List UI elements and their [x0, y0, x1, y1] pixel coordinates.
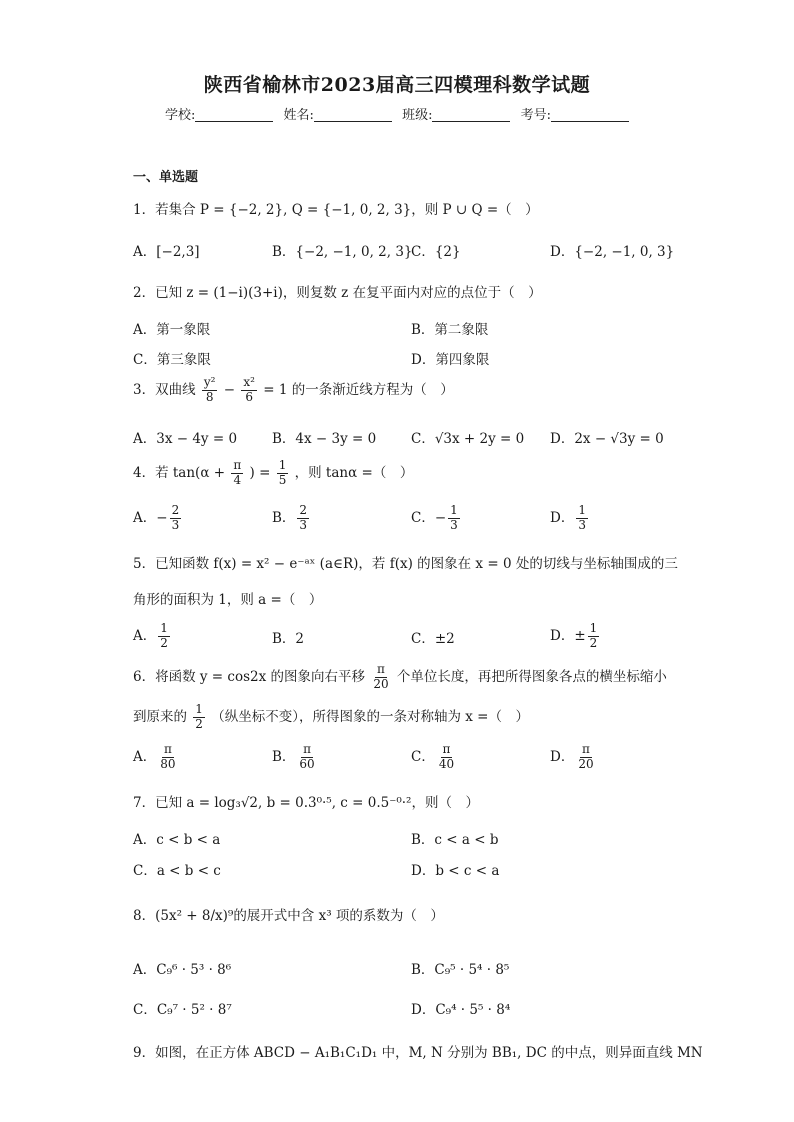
question-1-stem: 1．若集合 P = {−2, 2}, Q = {−1, 0, 2, 3}，则 P ∪ Q =（ ）	[133, 202, 539, 218]
question-4-option-b	[272, 504, 311, 533]
q4-a-label: A．−	[133, 509, 168, 526]
q3-fraction-2	[241, 376, 257, 405]
question-1-option-a: A．[−2,3]	[133, 244, 200, 260]
q4-b-denominator: 3	[299, 517, 308, 532]
q8-expression: (5x² + 8/x)⁹	[155, 908, 234, 924]
q6-f1-denominator: 20	[373, 676, 389, 691]
q5-d-numerator: 1	[589, 621, 598, 635]
q8-stem-pre: 8．	[133, 908, 156, 924]
question-4-option-d	[550, 504, 590, 533]
q6-stem2-pre: 到原来的	[133, 708, 187, 725]
q5-a-label: A．	[133, 627, 157, 644]
q4-d-fraction	[576, 504, 588, 533]
question-2-option-a: A．第一象限	[133, 322, 211, 338]
q6-d-denominator: 20	[578, 756, 594, 771]
question-1-option-b: B．{−2, −1, 0, 2, 3}	[272, 244, 413, 260]
page-title: 陕西省榆林市2023届高三四模理科数学试题	[203, 74, 591, 96]
question-5-option-b: B．2	[272, 631, 305, 647]
question-4-option-a	[133, 504, 183, 533]
question-2-option-d: D．第四象限	[411, 352, 490, 368]
name-blank[interactable]	[314, 107, 392, 122]
question-5-stem-line-2: 角形的面积为 1，则 a =（ ）	[133, 592, 323, 608]
name-label: 姓名:	[283, 108, 314, 123]
q5-a-fraction	[158, 622, 170, 651]
q4-c-numerator: 1	[450, 503, 458, 517]
q4-stem-mid: ) =	[249, 464, 271, 481]
question-2-option-c: C．第三象限	[133, 352, 211, 368]
q4-b-label: B．	[272, 509, 296, 526]
q6-a-denominator: 80	[160, 756, 176, 771]
question-5-option-a	[133, 622, 172, 651]
q6-a-numerator: π	[163, 742, 172, 756]
question-8-option-c: C．C₉⁷ · 5² · 8⁷	[133, 1002, 232, 1018]
question-6-option-d	[550, 743, 598, 772]
q4-b-fraction	[297, 504, 309, 533]
question-6-option-a	[133, 743, 180, 772]
question-3-stem	[133, 376, 454, 405]
q4-d-label: D．	[550, 509, 575, 526]
school-label: 学校:	[165, 108, 196, 123]
q6-f1-numerator: π	[377, 662, 385, 676]
q6-c-label: C．	[411, 748, 435, 765]
q6-b-label: B．	[272, 748, 296, 765]
q6-b-denominator: 60	[299, 756, 315, 771]
q6-b-fraction	[297, 743, 316, 772]
q6-fraction-2	[193, 703, 205, 732]
q6-d-label: D．	[550, 748, 575, 765]
q4-stem-pre: 4．若 tan(α +	[133, 464, 226, 481]
q6-stem2-post: （纵坐标不变），所得图象的一条对称轴为 x =（ ）	[211, 708, 529, 725]
question-5-option-d	[550, 622, 601, 651]
question-2-stem: 2．已知 z = (1−i)(3+i)，则复数 z 在复平面内对应的点位于（ ）	[133, 285, 542, 301]
question-6-option-c	[411, 743, 458, 772]
question-8-stem	[133, 904, 444, 924]
section-heading: 一、单选题	[133, 170, 199, 185]
q4-fraction-2	[277, 459, 289, 488]
q6-f2-denominator: 2	[195, 716, 203, 731]
q5-d-label: D．±	[550, 627, 586, 644]
question-3-option-b: B．4x − 3y = 0	[272, 431, 377, 447]
q3-stem-pre: 3．双曲线	[133, 381, 196, 398]
q4-f1-denominator: 4	[233, 472, 242, 487]
q4-stem-post: ，则 tanα =（ ）	[294, 464, 414, 481]
question-4-stem	[133, 459, 413, 488]
question-8-option-b: B．C₉⁵ · 5⁴ · 8⁵	[411, 962, 510, 978]
q6-b-numerator: π	[303, 742, 311, 756]
q4-a-fraction	[170, 504, 182, 533]
q6-stem-pre: 6．将函数 y = cos2x 的图象向右平移	[133, 668, 366, 685]
school-blank[interactable]	[195, 107, 273, 122]
question-4-option-c	[411, 504, 462, 533]
q3-fraction-1	[202, 376, 218, 405]
q3-f1-numerator: y²	[203, 375, 216, 389]
class-label: 班级:	[402, 108, 433, 123]
q6-f2-numerator: 1	[195, 702, 203, 716]
class-blank[interactable]	[432, 107, 510, 122]
question-5-stem: 5．已知函数 f(x) = x² − e⁻ᵃˣ (a∈R)，若 f(x) 的图象在 x = 0 处的切线与坐标轴围成的三	[133, 556, 678, 572]
q3-minus: −	[223, 381, 236, 398]
q5-a-numerator: 1	[160, 621, 168, 635]
q5-d-denominator: 2	[589, 635, 598, 650]
question-3-option-a: A．3x − 4y = 0	[133, 431, 238, 447]
question-8-option-a: A．C₉⁶ · 5³ · 8⁶	[133, 962, 232, 978]
q3-f2-denominator: 6	[245, 389, 253, 404]
q4-b-numerator: 2	[299, 503, 308, 517]
q6-c-denominator: 40	[438, 756, 455, 771]
q5-d-fraction	[588, 622, 600, 651]
q4-fraction-1	[231, 459, 243, 488]
q4-d-numerator: 1	[578, 503, 586, 517]
q6-a-label: A．	[133, 748, 157, 765]
q4-d-denominator: 3	[578, 517, 586, 532]
question-1-option-d: D．{−2, −1, 0, 3}	[550, 244, 675, 260]
question-3-option-c: C．√3x + 2y = 0	[411, 431, 525, 447]
question-8-option-d: D．C₉⁴ · 5⁵ · 8⁴	[411, 1002, 511, 1018]
question-2-option-b: B．第二象限	[411, 322, 489, 338]
question-5-option-c: C．±2	[411, 631, 455, 647]
question-7-option-a: A．c < b < a	[133, 832, 221, 848]
question-3-option-d: D．2x − √3y = 0	[550, 431, 664, 447]
q4-f2-denominator: 5	[278, 472, 287, 487]
q4-f2-numerator: 1	[278, 458, 287, 472]
question-7-option-c: C．a < b < c	[133, 863, 221, 879]
question-1-option-c: C．{2}	[411, 244, 461, 260]
q3-f1-denominator: 8	[205, 389, 214, 404]
q6-a-fraction	[158, 743, 177, 772]
q8-stem-post: 的展开式中含 x³ 项的系数为（ ）	[233, 908, 444, 924]
q6-stem-post: 个单位长度，再把所得图象各点的横坐标缩小	[396, 668, 667, 685]
q6-c-numerator: π	[442, 742, 451, 756]
q6-d-fraction	[576, 743, 595, 772]
number-label: 考号:	[520, 108, 551, 123]
q6-c-fraction	[437, 743, 456, 772]
q3-f2-numerator: x²	[243, 375, 255, 389]
question-6-option-b	[272, 743, 319, 772]
question-6-stem-line-2	[133, 703, 529, 732]
q6-d-numerator: π	[582, 742, 590, 756]
question-7-option-b: B．c < a < b	[411, 832, 499, 848]
question-6-stem	[133, 663, 667, 692]
question-7-option-d: D．b < c < a	[411, 863, 500, 879]
q4-c-denominator: 3	[450, 517, 458, 532]
q4-a-numerator: 2	[171, 503, 180, 517]
question-9-stem: 9．如图，在正方体 ABCD − A₁B₁C₁D₁ 中，M, N 分别为 BB₁, DC 的中点，则异面直线 MN	[133, 1045, 703, 1061]
q5-a-denominator: 2	[160, 635, 168, 650]
q4-c-label: C．−	[411, 509, 447, 526]
q4-f1-numerator: π	[233, 458, 242, 472]
q3-stem-post: = 1 的一条渐近线方程为（ ）	[263, 381, 454, 398]
question-7-stem: 7．已知 a = log₃√2, b = 0.3⁰·⁵, c = 0.5⁻⁰·²，则（ ）	[133, 795, 479, 811]
q4-a-denominator: 3	[171, 517, 180, 532]
q6-fraction-1	[371, 663, 390, 692]
student-info-line	[165, 104, 629, 123]
q4-c-fraction	[448, 504, 460, 533]
number-blank[interactable]	[551, 107, 629, 122]
